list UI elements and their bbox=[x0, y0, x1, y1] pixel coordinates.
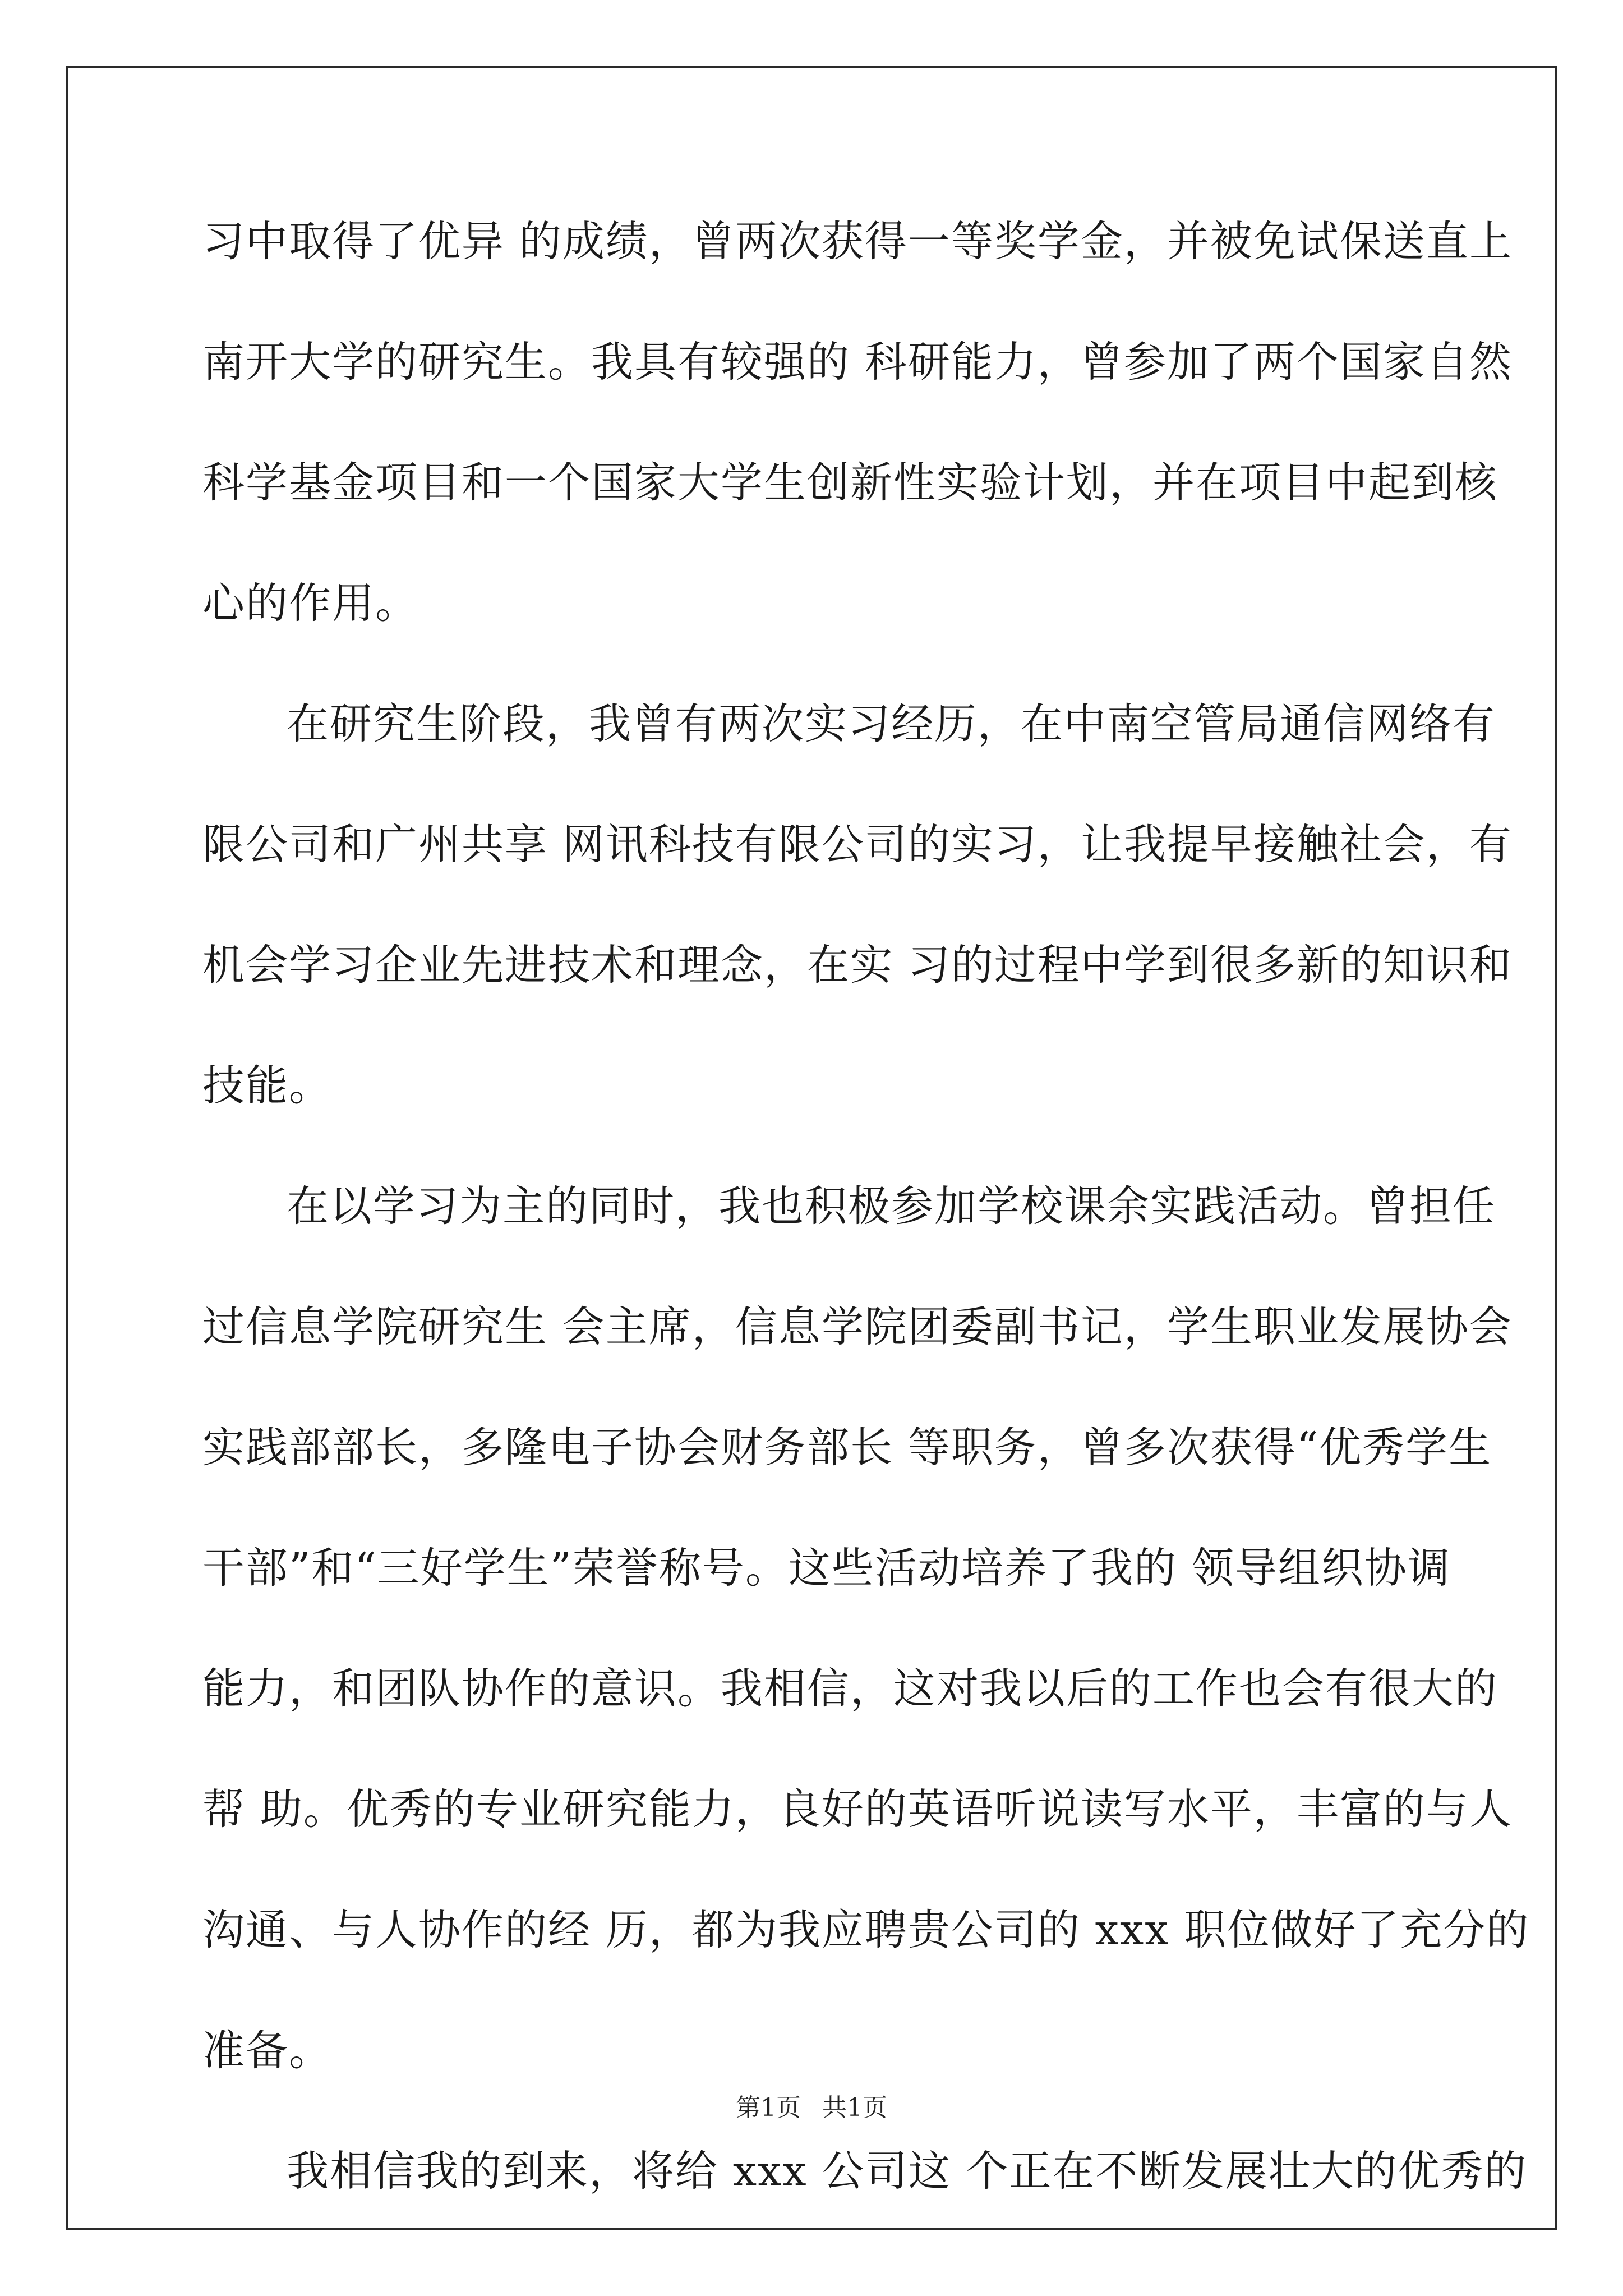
text-line: 能力，和团队协作的意识。我相信，这对我以后的工作也会有很大的 bbox=[202, 1664, 1498, 1713]
page-total: 共1页 bbox=[822, 2093, 887, 2122]
text-line: 过信息学院研究生 会主席，信息学院团委副书记，学生职业发展协会 bbox=[202, 1302, 1513, 1351]
text-line: 帮 助。优秀的专业研究能力，良好的英语听说读写水平，丰富的与人 bbox=[202, 1784, 1513, 1834]
paragraph-first-line: 在以学习为主的同时，我也积极参加学校课余实践活动。曾担任 bbox=[287, 1181, 1496, 1231]
text-line: 南开大学的研究生。我具有较强的 科研能力，曾参加了两个国家自然 bbox=[202, 337, 1513, 386]
text-line: 习中取得了优异 的成绩，曾两次获得一等奖学金，并被免试保送直上 bbox=[202, 217, 1513, 266]
page-number: 第1页 bbox=[736, 2093, 801, 2122]
paragraph-first-line: 在研究生阶段，我曾有两次实习经历，在中南空管局通信网络有 bbox=[287, 699, 1496, 748]
text-line: 限公司和广州共享 网讯科技有限公司的实习，让我提早接触社会，有 bbox=[202, 820, 1513, 869]
page-footer bbox=[0, 2091, 1623, 2125]
text-line: 技能。 bbox=[202, 1061, 333, 1110]
text-line: 科学基金项目和一个国家大学生创新性实验计划，并在项目中起到核 bbox=[202, 458, 1498, 507]
text-line: 实践部部长，多隆电子协会财务部长 等职务，曾多次获得“优秀学生 bbox=[202, 1423, 1492, 1472]
text-line: 机会学习企业先进技术和理念，在实 习的过程中学到很多新的知识和 bbox=[202, 940, 1513, 990]
text-line: 心的作用。 bbox=[202, 578, 419, 628]
paragraph-first-line: 我相信我的到来，将给 xxx 公司这 个正在不断发展壮大的优秀的 bbox=[287, 2146, 1528, 2196]
text-line: 干部”和“三好学生”荣誉称号。这些活动培养了我的 领导组织协调 bbox=[202, 1543, 1451, 1593]
text-line: 沟通、与人协作的经 历，都为我应聘贵公司的 xxx 职位做好了充分的 bbox=[202, 1905, 1530, 1954]
text-line: 准备。 bbox=[202, 2026, 333, 2075]
